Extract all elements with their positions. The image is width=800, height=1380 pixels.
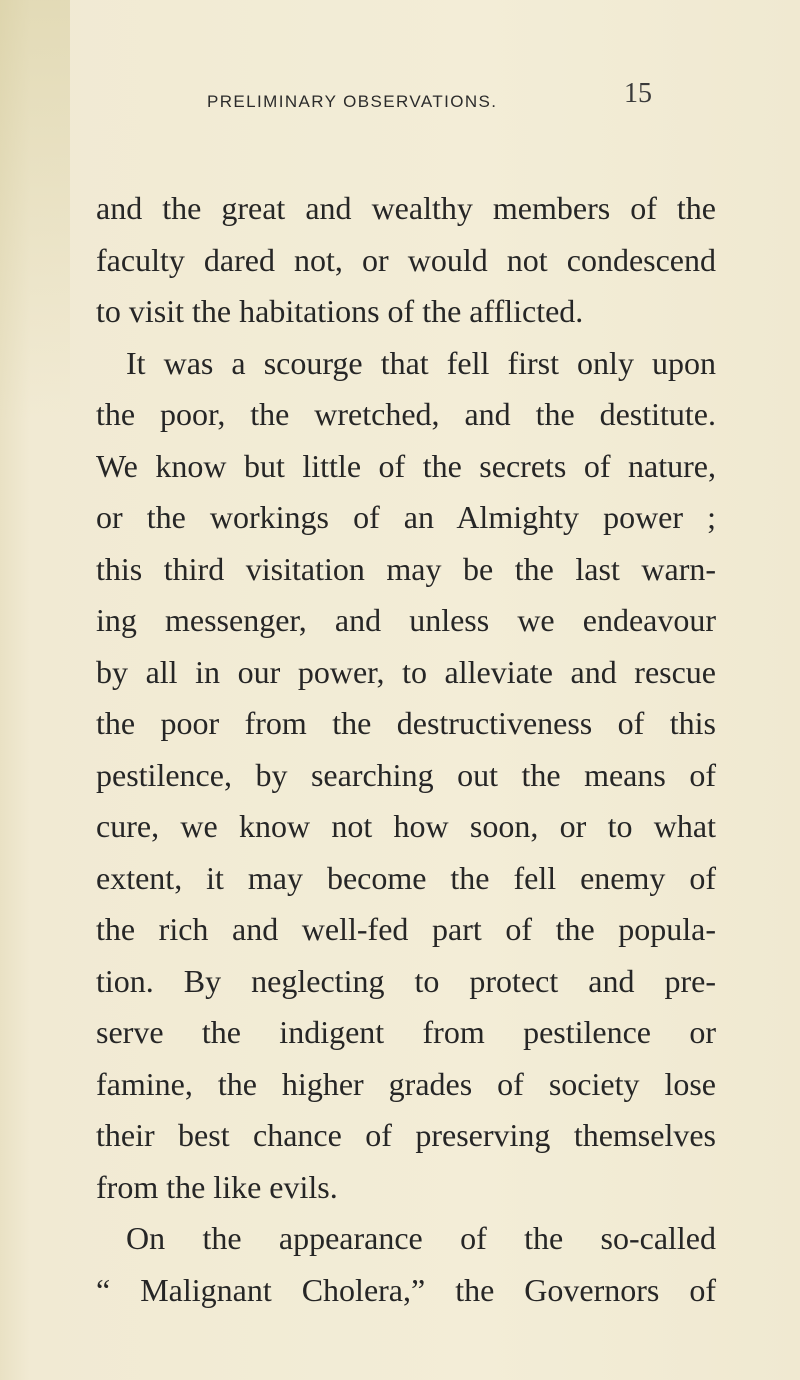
text-line: to visit the habitations of the afflicted. <box>96 293 584 329</box>
text-line: tion. By neglecting to protect and pre- <box>96 962 716 999</box>
text-line: “ Malignant Cholera,” the Governors of <box>96 1271 716 1308</box>
text-line: We know but little of the secrets of nature, <box>96 447 716 484</box>
text-line: pestilence, by searching out the means of <box>96 756 716 793</box>
text-line: or the workings of an Almighty power ; <box>96 499 716 535</box>
text-line: extent, it may become the fell enemy of <box>96 859 716 896</box>
paper-stain <box>0 0 70 420</box>
running-head: PRELIMINARY OBSERVATIONS. <box>207 92 498 111</box>
text-line: faculty dared not, or would not condescend <box>96 241 716 278</box>
text-line: ing messenger, and unless we endeavour <box>96 602 716 638</box>
text-line: the poor, the wretched, and the destitute. <box>96 396 716 432</box>
text-line: the poor from the destructiveness of this <box>96 705 716 741</box>
body-text <box>96 183 716 1316</box>
text-line: It was a scourge that fell first only upon <box>126 344 716 381</box>
text-line: On the appearance of the so-called <box>126 1220 716 1256</box>
text-line: from the like evils. <box>96 1168 338 1205</box>
text-line: famine, the higher grades of society lose <box>96 1065 716 1102</box>
text-line: this third visitation may be the last warn- <box>96 550 716 587</box>
text-line: serve the indigent from pestilence or <box>96 1014 716 1050</box>
page-number: 15 <box>624 78 652 109</box>
text-line: their best chance of preserving themselves <box>96 1117 716 1153</box>
text-line: the rich and well-fed part of the popula- <box>96 911 716 947</box>
text-line: by all in our power, to alleviate and rescue <box>96 653 716 690</box>
text-line: and the great and wealthy members of the <box>96 190 716 226</box>
text-line: cure, we know not how soon, or to what <box>96 808 716 844</box>
